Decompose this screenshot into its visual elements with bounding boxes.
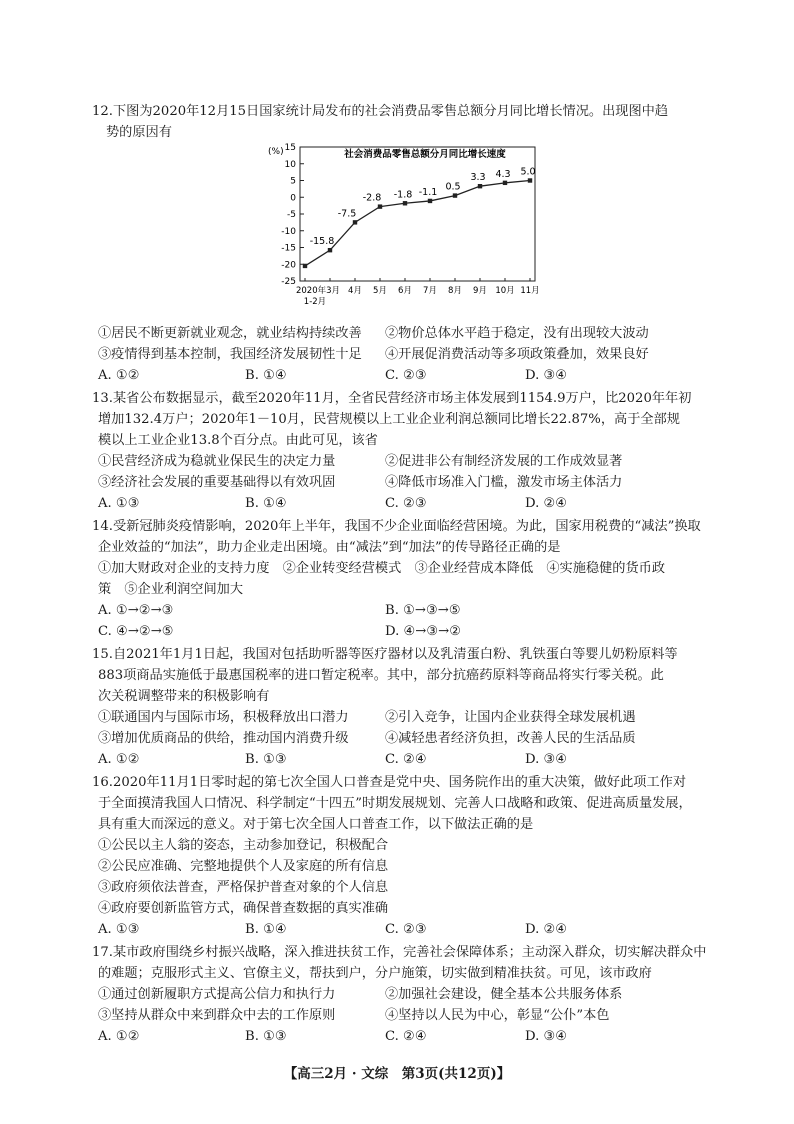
q16-choice-d[interactable]: D. ②④ — [525, 922, 568, 937]
chart-data-label: 3.3 — [470, 172, 486, 184]
chart-ytick-label: -5 — [287, 210, 296, 220]
q17-choice-d[interactable]: D. ③④ — [525, 1029, 568, 1044]
q14-choice-d[interactable]: D. ④→③→② — [385, 624, 462, 639]
q16-option-1: ①公民以主人翁的姿态，主动参加登记，积极配合 — [98, 838, 389, 853]
chart-data-point — [378, 204, 382, 208]
q12-choice-b[interactable]: B. ①④ — [245, 368, 287, 383]
q12-choice-a[interactable]: A. ①② — [98, 368, 140, 383]
chart-data-point — [478, 184, 482, 188]
retail-sales-growth-chart — [265, 143, 545, 321]
chart-ytick-label: 15 — [284, 143, 296, 153]
chart-data-label: -1.8 — [393, 189, 413, 201]
q15-stem-line2: 883项商品实施低于最惠国税率的进口暂定税率。其中，部分抗癌药原料等商品将实行零关税。此 — [98, 668, 664, 683]
chart-xtick-label: 4月 — [348, 286, 362, 296]
q12-option-1: ①居民不断更新就业观念，就业结构持续改善 — [98, 326, 362, 341]
chart-xtick-label: 10月 — [495, 286, 515, 296]
q17-option-2: ②加强社会建设，健全基本公共服务体系 — [385, 987, 623, 1002]
q14-stem-line2: 企业效益的“加法”，助力企业走出困境。由“减法”到“加法”的传导路径正确的是 — [98, 540, 561, 555]
q14-stem-line1: 14.受新冠肺炎疫情影响，2020年上半年，我国不少企业面临经营困境。为此，国家用税费的“减法”换取 — [92, 519, 701, 534]
q16-stem-line1: 16.2020年11月1日零时起的第七次全国人口普查是党中央、国务院作出的重大决策，做好此项工作对 — [92, 775, 687, 790]
q15-stem-line1: 15.自2021年1月1日起，我国对包括助听器等医疗器材以及乳清蛋白粉、乳铁蛋白等婴儿奶粉原料等 — [92, 647, 678, 662]
q14-stem-line3: ①加大财政对企业的支持力度 ②企业转变经营模式 ③企业经营成本降低 ④实施稳健的货币政 — [98, 561, 666, 576]
q12-choice-d[interactable]: D. ③④ — [525, 368, 568, 383]
chart-data-point — [353, 220, 357, 224]
chart-ytick-label: -15 — [281, 243, 296, 254]
q12-option-2: ②物价总体水平趋于稳定，没有出现较大波动 — [385, 326, 649, 341]
chart-ytick-label: -20 — [281, 260, 296, 271]
q16-choice-c[interactable]: C. ②③ — [385, 922, 427, 937]
q17-option-4: ④坚持以人民为中心，彰显“公仆”本色 — [385, 1008, 610, 1023]
chart-ylabel: (%) — [268, 147, 284, 157]
q12-stem-line2: 势的原因有 — [106, 125, 172, 140]
chart-ytick-label: 5 — [290, 176, 296, 187]
chart-data-label: 5.0 — [520, 166, 536, 178]
q16-stem-line2: 于全面摸清我国人口情况、科学制定“十四五”时期发展规划、完善人口战略和政策、促进高质量发展， — [98, 796, 692, 811]
q13-stem-line2: 增加132.4万户；2020年1－10月，民营规模以上工业企业利润总额同比增长22.87%，高于全部规 — [98, 412, 680, 427]
chart-data-label: -2.8 — [362, 192, 382, 204]
q14-choice-b[interactable]: B. ①→③→⑤ — [385, 603, 461, 618]
chart-data-label: -7.5 — [337, 208, 357, 220]
q16-choice-b[interactable]: B. ①④ — [245, 922, 287, 937]
q16-option-2: ②公民应准确、完整地提供个人及家庭的所有信息 — [98, 859, 389, 874]
chart-data-label: 0.5 — [445, 181, 461, 193]
chart-ytick-label: -25 — [281, 277, 296, 287]
q17-stem-line1: 17.某市政府围绕乡村振兴战略，深入推进扶贫工作，完善社会保障体系；主动深入群众，切实解决群众中 — [92, 945, 707, 960]
chart-title: 社会消费品零售总额分月同比增长速度 — [344, 149, 506, 160]
q14-choice-a[interactable]: A. ①→②→③ — [98, 603, 174, 618]
chart-xtick-label: 8月 — [448, 286, 462, 296]
chart-plot-frame — [300, 147, 535, 281]
q17-choice-b[interactable]: B. ①③ — [245, 1029, 287, 1044]
q12-option-3: ③疫情得到基本控制，我国经济发展韧性十足 — [98, 347, 362, 362]
chart-xtick-first-sub: 1-2月 — [303, 297, 327, 307]
q15-choice-b[interactable]: B. ①③ — [245, 752, 287, 767]
q14-choice-c[interactable]: C. ④→②→⑤ — [98, 624, 174, 639]
q15-option-1: ①联通国内与国际市场，积极释放出口潜力 — [98, 710, 349, 725]
chart-xtick-label: 7月 — [423, 286, 437, 296]
q13-option-4: ④降低市场准入门槛，激发市场主体活力 — [385, 475, 623, 490]
q15-option-4: ④减轻患者经济负担，改善人民的生活品质 — [385, 731, 636, 746]
q16-choice-a[interactable]: A. ①③ — [98, 922, 140, 937]
q13-choice-d[interactable]: D. ②④ — [525, 496, 568, 511]
q13-option-2: ②促进非公有制经济发展的工作成效显著 — [385, 454, 623, 469]
q13-stem-line3: 模以上工业企业13.8个百分点。由此可见，该省 — [98, 433, 378, 448]
chart-xtick-label: 5月 — [373, 286, 387, 296]
chart-data-point — [453, 193, 457, 197]
chart-data-point — [328, 248, 332, 252]
q15-choice-c[interactable]: C. ②④ — [385, 752, 427, 767]
chart-data-point — [428, 199, 432, 203]
q16-option-4: ④政府要创新监管方式，确保普查数据的真实准确 — [98, 901, 389, 916]
chart-data-point — [528, 178, 532, 182]
page-footer: 【高三2月 · 文综 第3页(共12页)】 — [283, 1066, 511, 1082]
q15-stem-line3: 次关税调整带来的积极影响有 — [98, 689, 270, 704]
q13-choice-c[interactable]: C. ②③ — [385, 496, 427, 511]
q13-choice-a[interactable]: A. ①③ — [98, 496, 140, 511]
q15-choice-d[interactable]: D. ③④ — [525, 752, 568, 767]
chart-xtick-label: 11月 — [520, 286, 540, 296]
q15-option-2: ②引入竞争，让国内企业获得全球发展机遇 — [385, 710, 636, 725]
q12-choice-c[interactable]: C. ②③ — [385, 368, 427, 383]
q15-choice-a[interactable]: A. ①② — [98, 752, 140, 767]
q17-stem-line2: 的难题；克服形式主义、官僚主义，帮扶到户，分户施策，切实做到精准扶贫。可见，该市政府 — [98, 966, 652, 981]
chart-series-line — [305, 181, 530, 266]
q13-option-3: ③经济社会发展的重要基础得以有效巩固 — [98, 475, 336, 490]
chart-xtick-label: 9月 — [473, 286, 487, 296]
q15-option-3: ③增加优质商品的供给，推动国内消费升级 — [98, 731, 349, 746]
q17-option-3: ③坚持从群众中来到群众中去的工作原则 — [98, 1008, 336, 1023]
q13-stem-line1: 13.某省公布数据显示，截至2020年11月，全省民营经济市场主体发展到1154.9万户，比2020年年初 — [92, 391, 692, 406]
q13-option-1: ①民营经济成为稳就业保民生的决定力量 — [98, 454, 336, 469]
q17-choice-a[interactable]: A. ①② — [98, 1029, 140, 1044]
q14-stem-line4: 策 ⑤企业利润空间加大 — [98, 582, 244, 597]
chart-xtick-label: 6月 — [398, 286, 412, 296]
q17-option-1: ①通过创新履职方式提高公信力和执行力 — [98, 987, 336, 1002]
q17-choice-c[interactable]: C. ②④ — [385, 1029, 427, 1044]
chart-data-label: -1.1 — [418, 186, 438, 198]
chart-data-label: 4.3 — [495, 168, 511, 180]
chart-data-point — [503, 181, 507, 185]
chart-ytick-label: 10 — [284, 159, 296, 170]
q12-option-4: ④开展促消费活动等多项政策叠加，效果良好 — [385, 347, 649, 362]
q16-option-3: ③政府须依法普查，严格保护普查对象的个人信息 — [98, 880, 389, 895]
chart-data-point — [403, 201, 407, 205]
q16-stem-line3: 具有重大而深远的意义。对于第七次全国人口普查工作，以下做法正确的是 — [98, 817, 534, 832]
chart-svg — [265, 143, 545, 321]
chart-xtick-label: 2020年3月 — [295, 286, 341, 296]
q12-stem-line1: 12.下图为2020年12月15日国家统计局发布的社会消费品零售总额分月同比增长情况。出现图中趋 — [92, 104, 669, 119]
q13-choice-b[interactable]: B. ①④ — [245, 496, 287, 511]
chart-data-label: -15.8 — [309, 236, 335, 248]
chart-data-point — [303, 264, 307, 268]
chart-ytick-label: 0 — [290, 193, 296, 204]
chart-ytick-label: -10 — [281, 226, 296, 237]
